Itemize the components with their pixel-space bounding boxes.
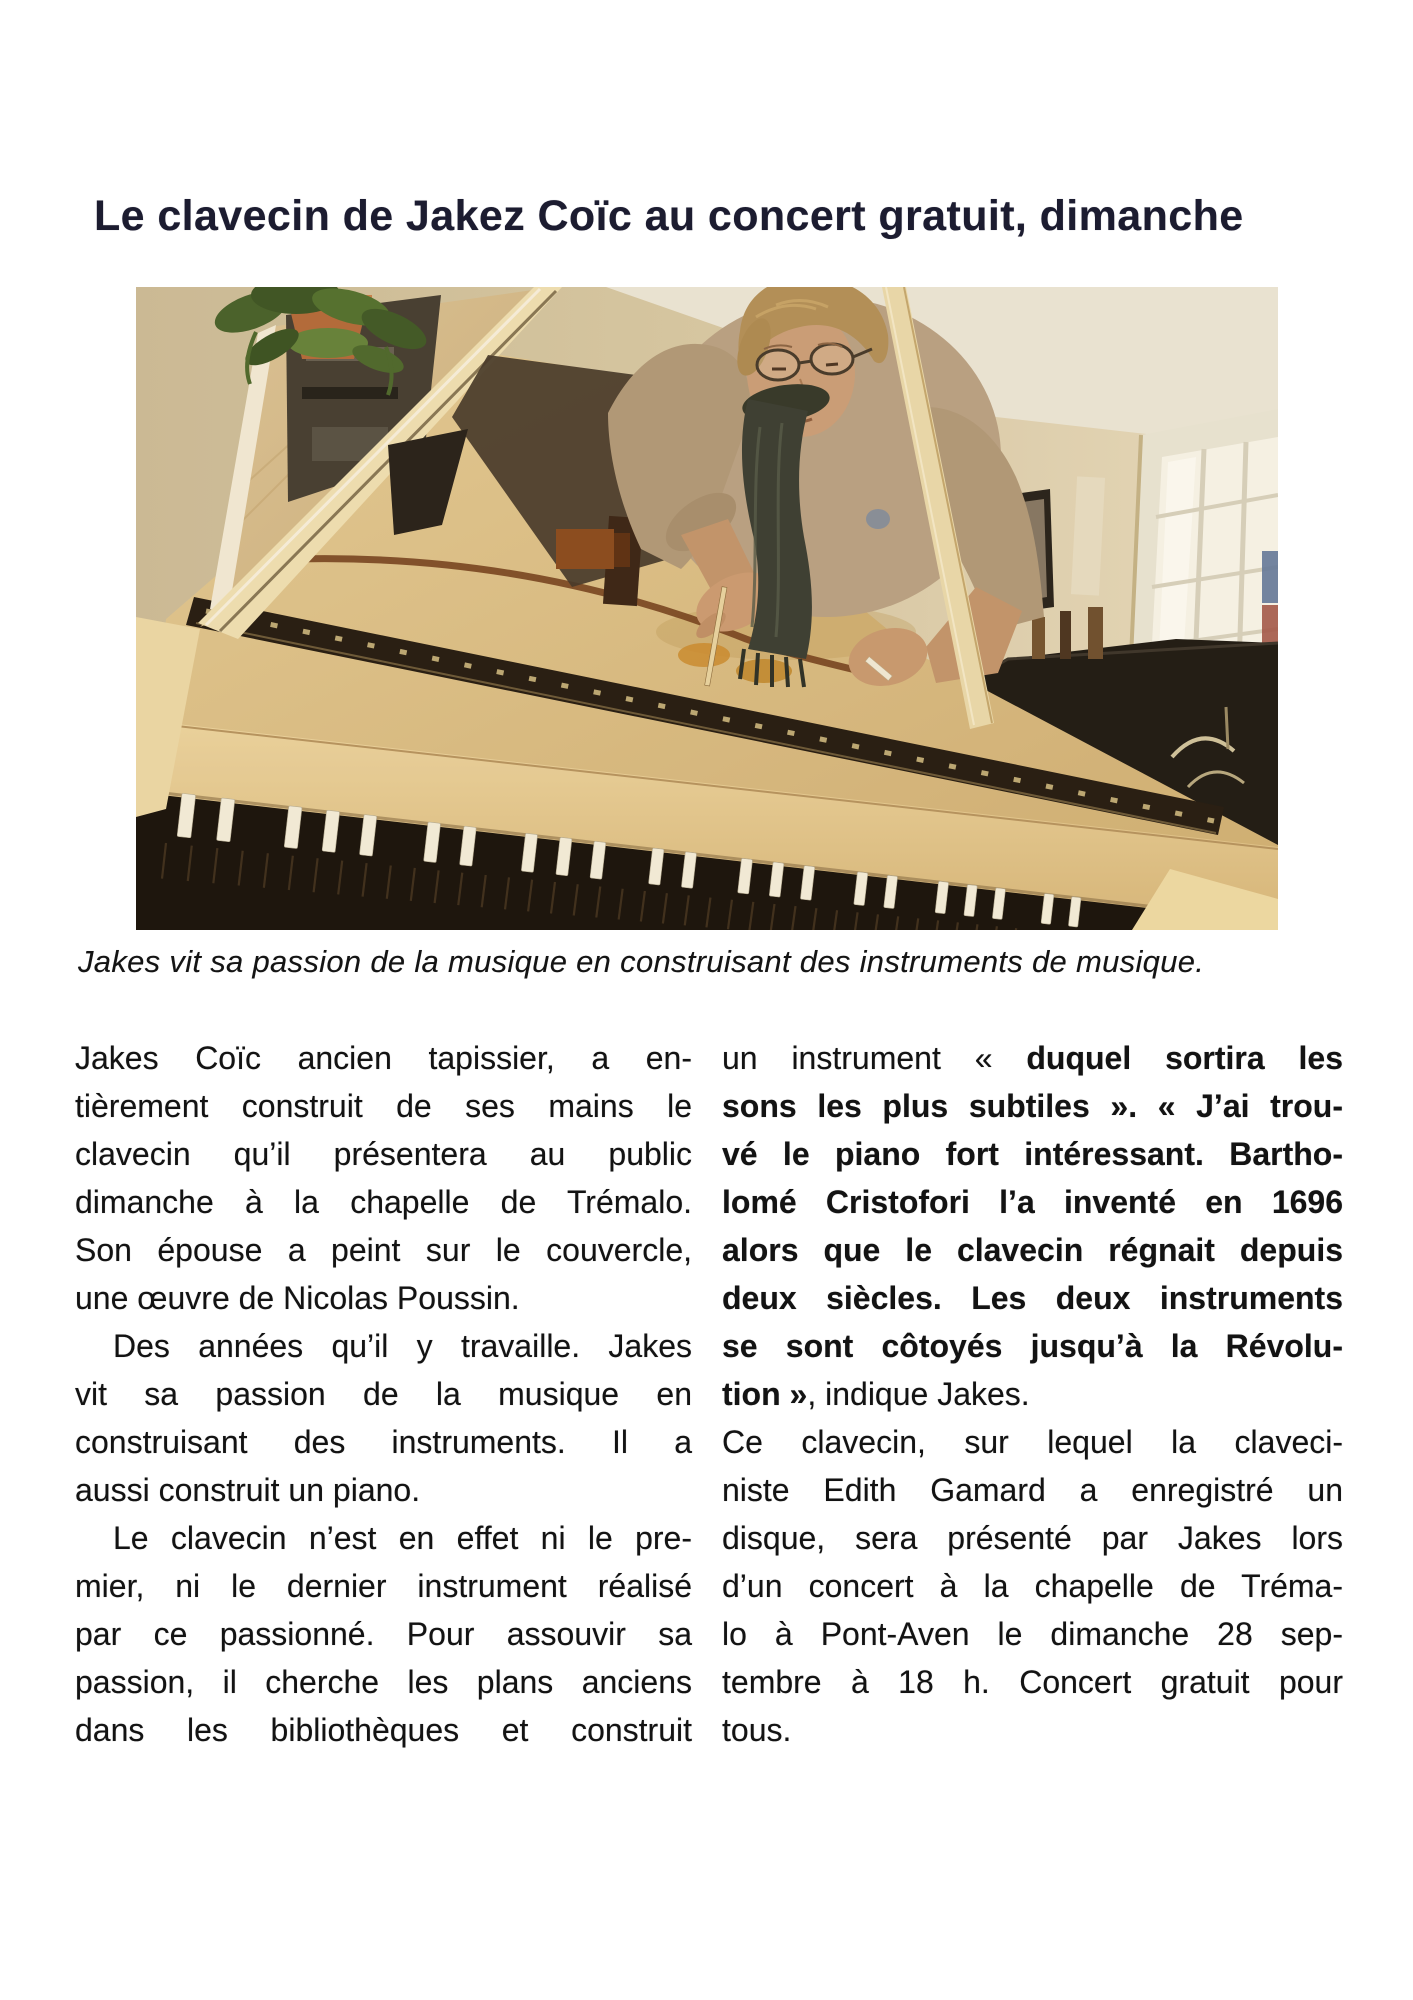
text-line: [722, 1418, 1343, 1466]
text-segment: une œuvre de Nicolas Poussin.: [75, 1280, 520, 1316]
text-line: [722, 1658, 1343, 1706]
text-segment: aussi construit un piano.: [75, 1472, 421, 1508]
text-segment: d’un concert à la chapelle de Tréma-: [722, 1568, 1343, 1604]
text-line: [722, 1610, 1343, 1658]
article-photo: [136, 287, 1278, 930]
text-segment: vit sa passion de la musique en: [75, 1376, 692, 1412]
text-line: [722, 1034, 1343, 1082]
text-line: [722, 1082, 1343, 1130]
text-line: [75, 1082, 692, 1130]
text-line: [75, 1322, 692, 1370]
text-line: [722, 1130, 1343, 1178]
bold-text-segment: tion »: [722, 1376, 808, 1412]
text-line: [722, 1322, 1343, 1370]
text-line: [75, 1706, 692, 1754]
text-line: [722, 1274, 1343, 1322]
text-segment: Des années qu’il y travaille. Jakes: [113, 1328, 692, 1364]
text-segment: Jakes Coïc ancien tapissier, a en-: [75, 1040, 692, 1076]
text-segment: Le clavecin n’est en effet ni le pre-: [113, 1520, 692, 1556]
text-line: [75, 1370, 692, 1418]
text-segment: Son épouse a peint sur le couvercle,: [75, 1232, 692, 1268]
text-segment: passion, il cherche les plans anciens: [75, 1664, 692, 1700]
bold-text-segment: vé le piano fort intéressant. Bartho-: [722, 1136, 1343, 1172]
text-segment: dimanche à la chapelle de Trémalo.: [75, 1184, 692, 1220]
text-segment: par ce passionné. Pour assouvir sa: [75, 1616, 692, 1652]
text-line: [722, 1466, 1343, 1514]
text-segment: clavecin qu’il présentera au public: [75, 1136, 692, 1172]
text-segment: disque, sera présenté par Jakes lors: [722, 1520, 1343, 1556]
text-line: [75, 1562, 692, 1610]
text-line: [722, 1562, 1343, 1610]
bold-text-segment: deux siècles. Les deux instruments: [722, 1280, 1343, 1316]
bold-text-segment: se sont côtoyés jusqu’à la Révolu-: [722, 1328, 1343, 1364]
text-line: [75, 1226, 692, 1274]
text-segment: , indique Jakes.: [807, 1376, 1030, 1412]
text-line: [75, 1418, 692, 1466]
text-line: [722, 1178, 1343, 1226]
text-segment: mier, ni le dernier instrument réalisé: [75, 1568, 692, 1604]
text-line: [722, 1226, 1343, 1274]
text-line: [75, 1130, 692, 1178]
text-line: [75, 1034, 692, 1082]
text-segment: tembre à 18 h. Concert gratuit pour: [722, 1664, 1343, 1700]
article-column-left: [75, 1034, 692, 1754]
text-line: [75, 1466, 692, 1514]
text-line: [722, 1370, 1343, 1418]
text-segment: lo à Pont-Aven le dimanche 28 sep-: [722, 1616, 1343, 1652]
text-segment: tous.: [722, 1712, 792, 1748]
text-segment: Ce clavecin, sur lequel la claveci-: [722, 1424, 1343, 1460]
text-line: [75, 1274, 692, 1322]
text-line: [75, 1514, 692, 1562]
text-line: [722, 1706, 1343, 1754]
photo-caption: Jakes vit sa passion de la musique en construisant des instruments de musique.: [78, 944, 1205, 979]
harpsichord-photo-illustration: [136, 287, 1278, 930]
text-segment: construisant des instruments. Il a: [75, 1424, 692, 1460]
article-headline: Le clavecin de Jakez Coïc au concert gratuit, dimanche: [94, 192, 1244, 240]
text-segment: dans les bibliothèques et construit: [75, 1712, 692, 1748]
text-segment: tièrement construit de ses mains le: [75, 1088, 692, 1124]
article-column-right: [722, 1034, 1343, 1754]
bold-text-segment: duquel sortira les: [1026, 1040, 1344, 1076]
text-line: [75, 1610, 692, 1658]
photo-tint: [136, 287, 1278, 930]
bold-text-segment: alors que le clavecin régnait depuis: [722, 1232, 1343, 1268]
bold-text-segment: lomé Cristofori l’a inventé en 1696: [722, 1184, 1343, 1220]
text-line: [75, 1658, 692, 1706]
text-segment: niste Edith Gamard a enregistré un: [722, 1472, 1343, 1508]
text-segment: un instrument «: [722, 1040, 1027, 1076]
text-line: [75, 1178, 692, 1226]
bold-text-segment: sons les plus subtiles ». « J’ai trou-: [722, 1088, 1343, 1124]
text-line: [722, 1514, 1343, 1562]
